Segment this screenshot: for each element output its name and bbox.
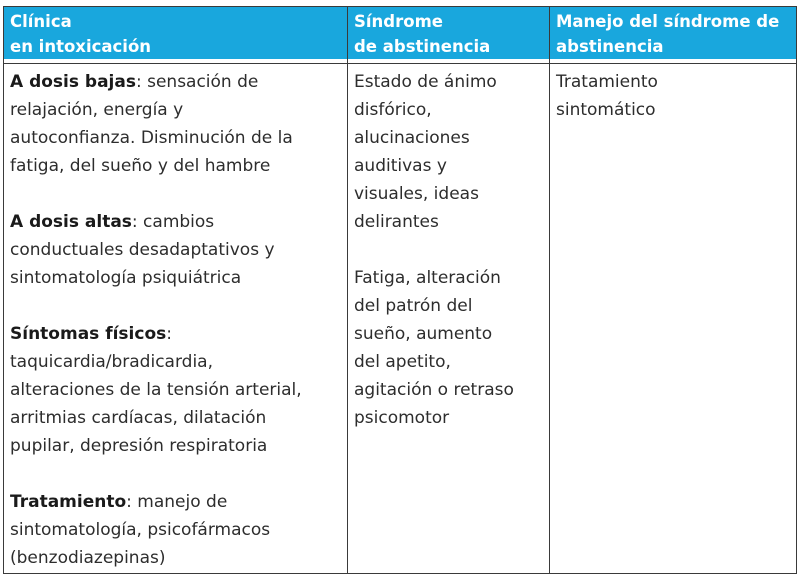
treatment-text: sintomatología, psicofármacos: [10, 520, 271, 540]
header-line: abstinencia: [556, 37, 664, 56]
low-dose-text: : sensación de: [135, 72, 259, 92]
withdrawal-text: del patrón del: [354, 296, 473, 316]
high-dose-label: A dosis altas: [10, 212, 132, 232]
header-line: Clínica: [10, 12, 72, 31]
management-text: Tratamiento: [556, 72, 658, 92]
physical-label: Síntomas físicos: [10, 324, 167, 344]
withdrawal-text: alucinaciones: [354, 128, 470, 148]
spacer: [10, 180, 341, 208]
withdrawal-text: Estado de ánimo: [354, 72, 497, 92]
low-dose-text: fatiga, del sueño y del hambre: [10, 156, 271, 176]
withdrawal-text: psicomotor: [354, 408, 450, 428]
high-dose-text: conductuales desadaptativos y: [10, 240, 275, 260]
management-text: sintomático: [556, 100, 656, 120]
spacer: [354, 236, 543, 264]
physical-text: pupilar, depresión respiratoria: [10, 436, 268, 456]
withdrawal-text: auditivas y: [354, 156, 447, 176]
withdrawal-text: visuales, ideas: [354, 184, 479, 204]
low-dose-text: autoconfianza. Disminución de la: [10, 128, 293, 148]
column-withdrawal: [347, 7, 549, 573]
spacer: [10, 460, 341, 488]
clinical-table: [3, 6, 797, 574]
management-content: [550, 64, 796, 124]
withdrawal-text: disfórico,: [354, 100, 432, 120]
high-dose-first-line: [10, 208, 341, 236]
header-line: Síndrome: [354, 12, 443, 31]
physical-text: :: [166, 324, 172, 344]
low-dose-text: relajación, energía y: [10, 100, 184, 120]
intoxication-content: [4, 64, 347, 572]
treatment-label: Tratamiento: [10, 492, 127, 512]
header-withdrawal: [348, 7, 549, 59]
withdrawal-text: delirantes: [354, 212, 439, 232]
low-dose-label: A dosis bajas: [10, 72, 136, 92]
column-management: [549, 7, 796, 573]
treatment-text: (benzodiazepinas): [10, 548, 166, 568]
column-intoxication: [4, 7, 347, 573]
treatment-text: : manejo de: [126, 492, 228, 512]
withdrawal-text: del apetito,: [354, 352, 451, 372]
treatment-first-line: [10, 488, 341, 516]
withdrawal-text: agitación o retraso: [354, 380, 514, 400]
physical-first-line: [10, 320, 341, 348]
physical-text: alteraciones de la tensión arterial,: [10, 380, 302, 400]
header-line: en intoxicación: [10, 37, 152, 56]
low-dose-first-line: [10, 68, 341, 96]
withdrawal-text: sueño, aumento: [354, 324, 493, 344]
physical-text: taquicardia/bradicardia,: [10, 352, 213, 372]
header-intoxication: [4, 7, 347, 59]
header-line: Manejo del síndrome de: [556, 12, 780, 31]
high-dose-text: sintomatología psiquiátrica: [10, 268, 242, 288]
header-line: de abstinencia: [354, 37, 491, 56]
withdrawal-content: [348, 64, 549, 432]
header-management: [550, 7, 796, 59]
physical-text: arritmias cardíacas, dilatación: [10, 408, 267, 428]
high-dose-text: : cambios: [131, 212, 215, 232]
spacer: [10, 292, 341, 320]
withdrawal-text: Fatiga, alteración: [354, 268, 501, 288]
